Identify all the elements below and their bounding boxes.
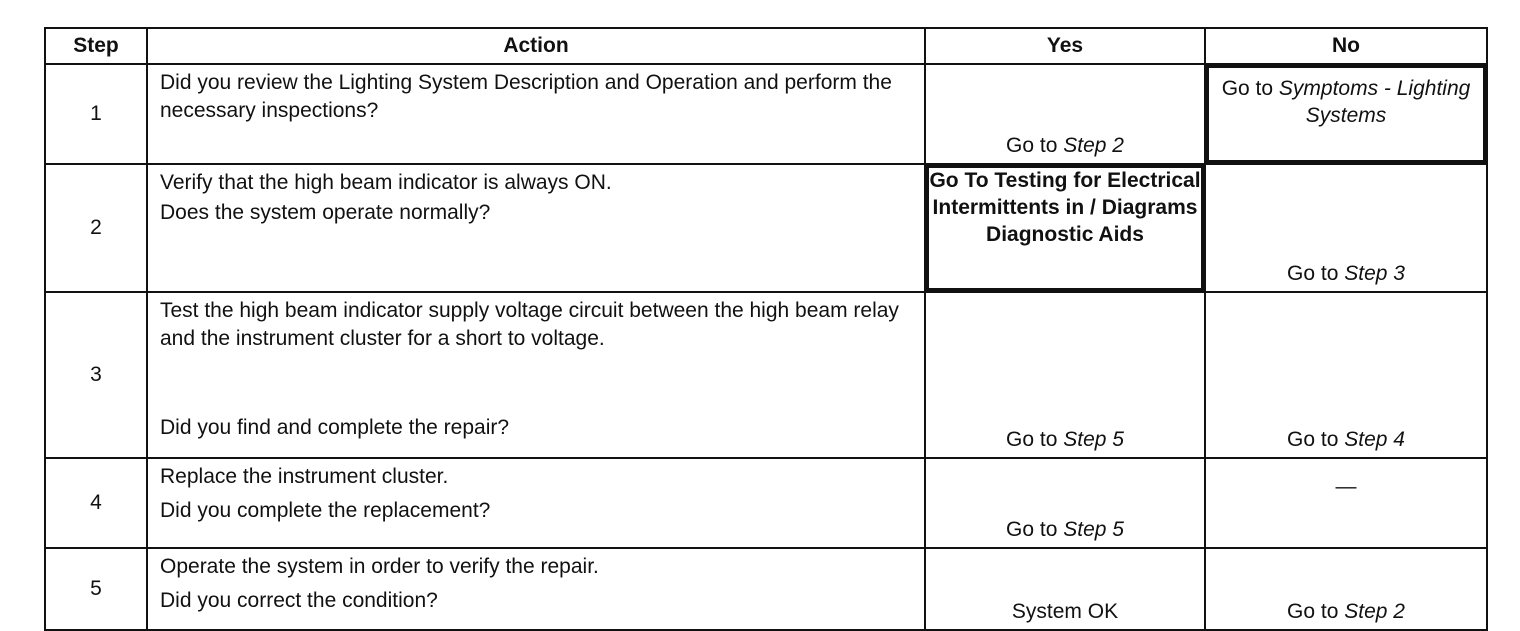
no-link[interactable]: Step 2 (1344, 600, 1405, 623)
no-cell (1205, 458, 1487, 548)
header-yes: Yes (925, 28, 1205, 64)
yes-prefix: Go to (1006, 134, 1064, 157)
table-header-row (45, 28, 1487, 64)
step-number: 1 (45, 64, 147, 164)
yes-link[interactable]: Step 2 (1063, 134, 1124, 157)
step-number: 4 (45, 458, 147, 548)
yes-cell (925, 548, 1205, 630)
table-row (45, 548, 1487, 630)
yes-cell (925, 292, 1205, 458)
action-text: Verify that the high beam indicator is always ON. (160, 171, 612, 194)
yes-cell (925, 458, 1205, 548)
header-no: No (1205, 28, 1487, 64)
action-cell (147, 292, 925, 458)
no-cell (1205, 164, 1487, 292)
action-cell (147, 548, 925, 630)
header-step: Step (45, 28, 147, 64)
action-cell (147, 64, 925, 164)
no-cell (1205, 64, 1487, 164)
no-link[interactable]: Step 3 (1344, 262, 1405, 285)
table-row (45, 458, 1487, 548)
yes-cell (925, 164, 1205, 292)
yes-prefix: Go to (1006, 428, 1064, 451)
diagnostic-table (44, 27, 1488, 631)
action-question: Did you complete the replacement? (160, 499, 491, 522)
step-number: 2 (45, 164, 147, 292)
action-question: Did you find and complete the repair? (160, 416, 510, 439)
header-action: Action (147, 28, 925, 64)
step-number: 3 (45, 292, 147, 458)
table-row (45, 64, 1487, 164)
step-number: 5 (45, 548, 147, 630)
no-cell (1205, 292, 1487, 458)
no-prefix: Go to (1287, 262, 1345, 285)
action-question: Does the system operate normally? (160, 201, 491, 224)
no-link[interactable]: Symptoms - Lighting Systems (1278, 77, 1471, 127)
yes-link[interactable]: Go To Testing for Electrical Intermittents in / Diagrams Diagnostic Aids (929, 169, 1201, 246)
no-prefix: Go to (1221, 77, 1279, 100)
yes-result: System OK (1011, 600, 1119, 623)
action-text: Test the high beam indicator supply voltage circuit between the high beam relay and the instrument cluster for a short to voltage. (160, 299, 899, 350)
no-prefix: Go to (1287, 600, 1345, 623)
no-cell (1205, 548, 1487, 630)
action-text: Operate the system in order to verify the repair. (160, 555, 599, 578)
action-text: Did you review the Lighting System Description and Operation and perform the necessary inspections? (160, 71, 892, 122)
action-question: Did you correct the condition? (160, 589, 438, 612)
no-prefix: Go to (1287, 428, 1345, 451)
no-dash: — (1335, 475, 1357, 498)
table-row (45, 292, 1487, 458)
action-text: Replace the instrument cluster. (160, 465, 449, 488)
action-cell (147, 164, 925, 292)
yes-link[interactable]: Step 5 (1063, 518, 1124, 541)
yes-link[interactable]: Step 5 (1063, 428, 1124, 451)
action-cell (147, 458, 925, 548)
table-row (45, 164, 1487, 292)
no-link[interactable]: Step 4 (1344, 428, 1405, 451)
yes-prefix: Go to (1006, 518, 1064, 541)
yes-cell (925, 64, 1205, 164)
